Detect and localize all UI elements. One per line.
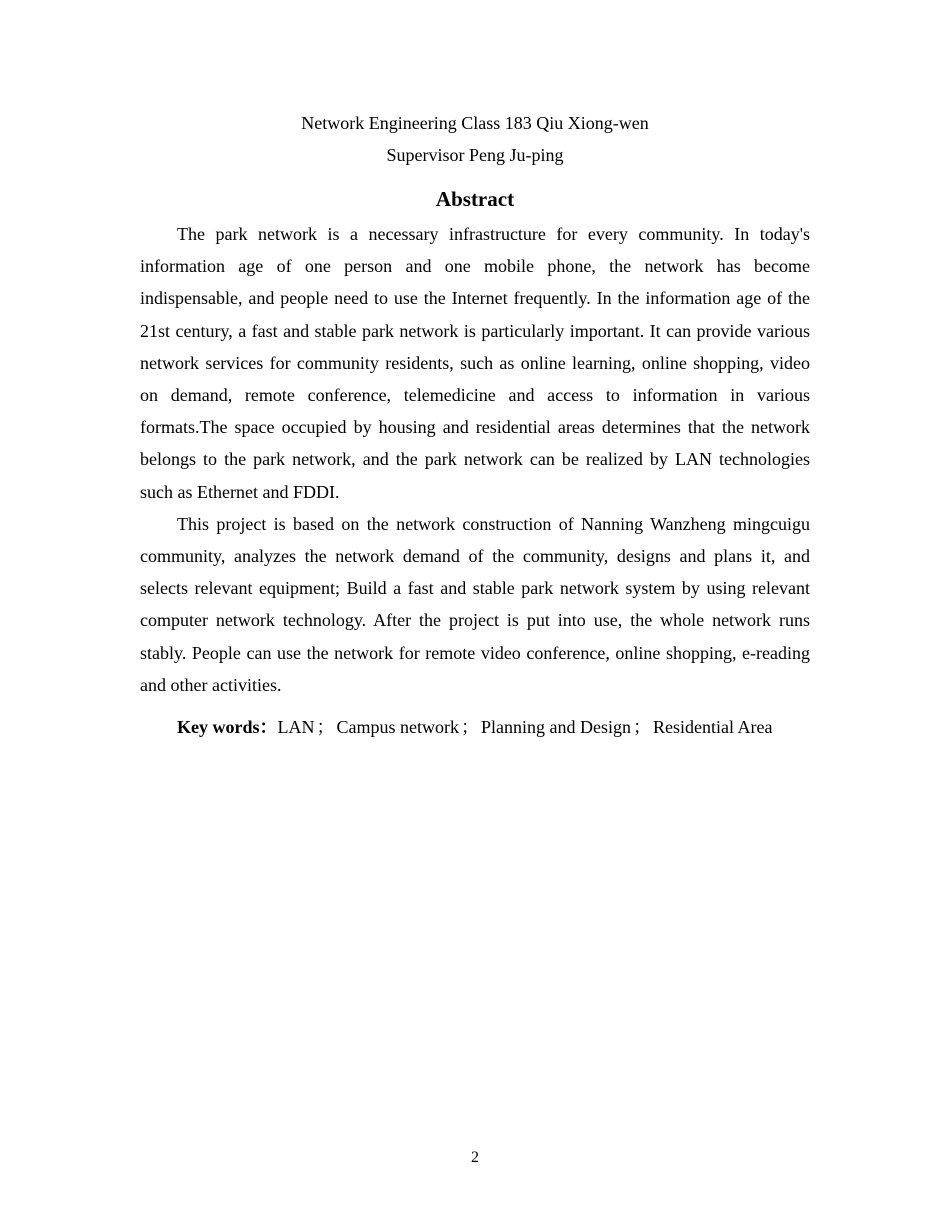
keyword-item: Residential Area (652, 717, 773, 737)
page-number: 2 (471, 1149, 479, 1166)
keywords-line (177, 714, 817, 740)
keyword-separator: ； (460, 717, 479, 737)
keyword-separator: ； (316, 717, 335, 737)
abstract-paragraph-2: This project is based on the network construction of Nanning Wanzheng mingcuigu community, analyzes the network demand of the community, designs and plans it, and selects relevant equipment; Build a fast and stable park network system by using relevant computer network technology. After the project is put into use, the whole network runs stably. People can use the network for remote video conference, online shopping, e-reading and other activities. (140, 513, 810, 695)
keyword-item: LAN (277, 717, 315, 737)
keyword-item: Planning and Design (480, 717, 631, 737)
keyword-separator: ； (632, 717, 651, 737)
keywords-label: Key words： (177, 717, 278, 737)
abstract-body (140, 218, 810, 701)
keyword-item: Campus network (336, 717, 459, 737)
abstract-paragraph-1: The park network is a necessary infrastructure for every community. In today's information age of one person and one mobile phone, the network has become indispensable, and people need to use the Internet frequently. In the information age of the 21st century, a fast and stable park network is particularly important. It can provide various network services for community residents, such as online learning, online shopping, video on demand, remote conference, telemedicine and access to information in various formats.The space occupied by housing and residential areas determines that the network belongs to the park network, and the park network can be realized by LAN technologies such as Ethernet and FDDI. (140, 224, 810, 502)
abstract-heading: Abstract (435, 187, 515, 211)
author-line: Network Engineering Class 183 Qiu Xiong-wen (301, 113, 649, 133)
supervisor-line: Supervisor Peng Ju-ping (386, 145, 564, 165)
